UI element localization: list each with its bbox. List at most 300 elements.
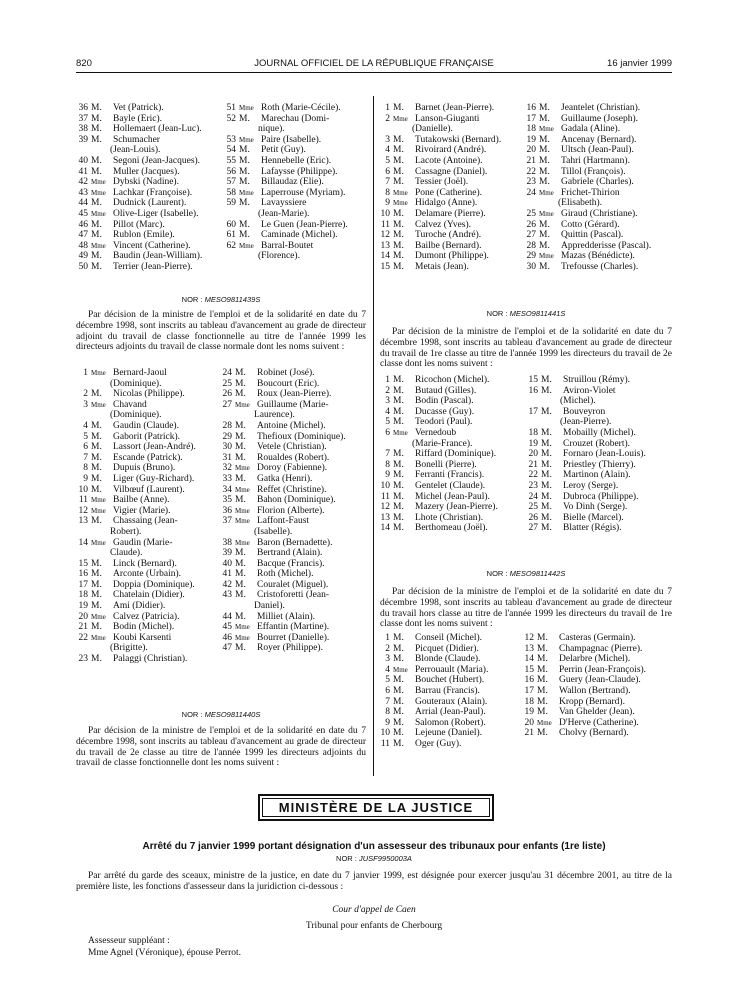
person-name: Petit (Guy). — [261, 145, 306, 156]
person-name: Antoine (Michel). — [257, 420, 326, 431]
list-number: 4 — [385, 664, 390, 675]
list-item — [522, 124, 672, 135]
person-name: Wallon (Bertrand). — [559, 685, 631, 696]
list-number: 5 — [385, 675, 390, 686]
list-number: 9 — [385, 198, 390, 209]
person-name: Mazas (Bénédicte). — [561, 251, 635, 262]
list-number: 5 — [385, 155, 390, 166]
person-name: Guery (Jean-Claude). — [559, 675, 641, 686]
person-name: Delarbre (Michel). — [559, 654, 631, 665]
civility: Mme — [91, 178, 106, 187]
civility: Mme — [91, 369, 106, 377]
list-item — [376, 198, 520, 209]
person-name: Martinon (Alain). — [563, 470, 631, 481]
list-item — [524, 470, 672, 481]
list-number: 12 — [380, 230, 390, 241]
list-number: 49 — [78, 251, 88, 262]
civility: Mme — [539, 252, 554, 261]
list-item — [218, 643, 368, 654]
person-name: Cotto (Gérard). — [561, 219, 620, 230]
person-name: Appredderisse (Pascal). — [561, 240, 652, 251]
list-item — [218, 474, 368, 485]
journal-title: JOURNAL OFFICIEL DE LA RÉPUBLIQUE FRANÇAISE — [254, 58, 494, 69]
civility: Mme — [235, 506, 250, 515]
list-number: 42 — [222, 579, 232, 590]
person-name: Marechau (Domi- — [261, 113, 330, 124]
list-number: 30 — [526, 261, 536, 272]
list-number: 13 — [524, 643, 534, 654]
name-list — [218, 368, 368, 654]
list-number: 7 — [83, 452, 88, 463]
list-item-continuation: Claude). — [110, 548, 143, 559]
person-name: Caminade (Michel). — [261, 230, 338, 241]
civility: Mme — [393, 665, 408, 674]
civility: Mme — [235, 400, 250, 409]
list-number: 3 — [385, 134, 390, 145]
list-number: 20 — [528, 449, 538, 460]
civility: M. — [239, 230, 250, 241]
ministry-heading: MINISTÈRE DE LA JUSTICE — [278, 800, 474, 815]
list-number: 20 — [526, 145, 536, 156]
civility: M. — [393, 685, 404, 696]
list-number: 43 — [222, 590, 232, 601]
list-item — [74, 463, 224, 474]
civility: Mme — [393, 428, 408, 437]
civility: Mme — [393, 114, 408, 123]
name-list — [524, 375, 672, 534]
list-number: 47 — [78, 230, 88, 241]
civility: M. — [235, 558, 246, 569]
civility: M. — [91, 516, 102, 527]
name-list — [520, 633, 672, 739]
issue-date: 16 janvier 1999 — [607, 58, 672, 69]
list-number: 9 — [83, 473, 88, 484]
civility: M. — [393, 240, 404, 251]
list-number: 39 — [78, 134, 88, 145]
list-item — [376, 386, 528, 397]
list-number: 12 — [524, 633, 534, 643]
civility: M. — [235, 389, 246, 400]
list-item — [522, 251, 672, 262]
person-name: Gadala (Aline). — [561, 124, 621, 135]
civility: M. — [541, 470, 552, 481]
list-item — [376, 241, 520, 252]
person-name: Doppia (Dominique). — [113, 579, 195, 590]
person-name: Casteras (Germain). — [559, 633, 636, 643]
person-name: Barrau (Francis). — [415, 685, 480, 696]
person-name: Gaudin (Marie- — [113, 537, 173, 548]
civility: M. — [393, 230, 404, 241]
list-item — [376, 396, 528, 407]
list-number: 3 — [83, 399, 88, 410]
person-name: Bouchet (Hubert). — [415, 675, 485, 686]
person-name: Teodori (Paul). — [415, 417, 473, 428]
list-item — [522, 135, 672, 146]
civility: M. — [393, 696, 404, 707]
civility: M. — [91, 389, 102, 400]
nor-label: NOR : — [486, 569, 508, 578]
civility: Mme — [91, 506, 106, 515]
list-number: 20 — [524, 717, 534, 728]
person-name: Bouveyron — [563, 406, 606, 417]
list-number: 11 — [380, 738, 390, 749]
civility: M. — [393, 459, 404, 470]
list-item — [522, 167, 672, 178]
person-name: Struillou (Rémy). — [563, 375, 631, 385]
list-item — [218, 590, 368, 601]
list-item — [376, 697, 528, 708]
person-name: Tahri (Hartmann). — [561, 155, 630, 166]
name-list — [376, 633, 528, 750]
arrete-title: Arrêté du 7 janvier 1999 portant désignation d'un assesseur des tribunaux pour enfants (1re liste) — [142, 841, 606, 852]
person-name: Roth (Michel). — [257, 569, 314, 580]
person-name: Rivoirard (André). — [415, 145, 487, 156]
list-item — [74, 432, 224, 443]
list-item — [74, 485, 224, 496]
person-name: Billaudaz (Elie). — [261, 177, 324, 188]
list-number: 2 — [385, 385, 390, 396]
list-number: 60 — [226, 219, 236, 230]
list-number: 21 — [78, 622, 88, 633]
civility: M. — [537, 633, 548, 643]
person-name: Hennebelle (Eric). — [261, 155, 332, 166]
name-list — [222, 103, 368, 262]
list-item — [376, 502, 528, 513]
civility: M. — [239, 166, 250, 177]
list-item — [524, 523, 672, 534]
nor-code: MESO9811440S — [204, 710, 261, 719]
person-name: Bourret (Danielle). — [257, 632, 330, 643]
person-name: Gaborit (Patrick). — [113, 431, 181, 442]
person-name: Lanson-Giuganti — [415, 113, 480, 124]
civility: M. — [539, 219, 550, 230]
list-number: 48 — [78, 240, 88, 251]
list-item — [524, 407, 672, 418]
list-item-continuation: (Jean-Louis). — [110, 145, 161, 156]
list-item — [74, 389, 224, 400]
list-item — [376, 739, 528, 750]
decision-paragraph — [76, 310, 366, 353]
civility: M. — [393, 491, 404, 502]
list-number: 14 — [380, 523, 390, 534]
person-name: Jeantelet (Christian). — [561, 103, 641, 113]
person-name: Cassagne (Daniel). — [415, 166, 488, 177]
list-item — [376, 492, 528, 503]
list-number: 33 — [222, 473, 232, 484]
list-number: 1 — [83, 368, 88, 378]
civility: M. — [393, 155, 404, 166]
list-item — [218, 485, 368, 496]
list-number: 4 — [385, 145, 390, 156]
list-number: 44 — [78, 198, 88, 209]
list-item — [376, 375, 528, 386]
person-name: Linck (Bernard). — [113, 558, 177, 569]
list-number: 3 — [385, 396, 390, 407]
person-name: D'Herve (Catherine). — [559, 717, 639, 728]
list-item — [222, 230, 368, 241]
list-number: 22 — [78, 632, 88, 643]
civility: M. — [393, 208, 404, 219]
list-item — [74, 114, 224, 125]
list-number: 23 — [78, 654, 88, 665]
civility: M. — [91, 452, 102, 463]
civility: M. — [91, 261, 102, 272]
list-number: 46 — [222, 632, 232, 643]
person-name: Lavayssiere — [261, 198, 307, 209]
person-name: Bahon (Dominique). — [257, 495, 336, 506]
list-item — [376, 718, 528, 729]
person-name: Roux (Jean-Pierre). — [257, 389, 332, 400]
list-item — [522, 188, 672, 199]
list-number: 5 — [385, 417, 390, 428]
civility: M. — [393, 261, 404, 272]
list-number: 17 — [526, 113, 536, 124]
civility: M. — [537, 675, 548, 686]
civility: M. — [393, 654, 404, 665]
person-name: Bailbe (Anne). — [113, 495, 170, 506]
person-name: Giraud (Christiane). — [561, 208, 638, 219]
list-number: 27 — [528, 523, 538, 534]
list-item-continuation: Laurence). — [254, 410, 295, 421]
list-item — [222, 135, 368, 146]
list-item — [218, 569, 368, 580]
list-item-continuation: (Florence). — [258, 251, 300, 262]
list-number: 32 — [222, 463, 232, 474]
list-item — [218, 516, 368, 527]
person-name: Calvez (Yves). — [415, 219, 472, 230]
list-number: 21 — [528, 459, 538, 470]
civility: M. — [393, 134, 404, 145]
list-number: 56 — [226, 166, 236, 177]
civility: Mme — [537, 718, 552, 727]
person-name: Gaudin (Claude). — [113, 420, 179, 431]
person-name: Bernard-Jaoul — [113, 368, 167, 378]
list-item — [74, 569, 224, 580]
list-item-continuation: (Dominique). — [110, 378, 162, 389]
person-name: Lejeune (Daniel). — [415, 728, 482, 739]
list-item — [74, 177, 224, 188]
arrete-paragraph — [76, 871, 672, 893]
civility: M. — [393, 523, 404, 534]
list-number: 7 — [385, 177, 390, 188]
list-number: 45 — [78, 208, 88, 219]
person-name: Bodin (Michel). — [113, 622, 175, 633]
list-number: 14 — [380, 251, 390, 262]
list-number: 37 — [78, 113, 88, 124]
list-item — [222, 167, 368, 178]
list-number: 19 — [524, 707, 534, 718]
person-name: Lafaysse (Philippe). — [261, 166, 338, 177]
civility: M. — [393, 103, 404, 113]
civility: Mme — [239, 135, 254, 144]
civility: M. — [393, 470, 404, 481]
civility: M. — [541, 385, 552, 396]
list-item — [520, 654, 672, 665]
list-number: 23 — [528, 480, 538, 491]
list-item — [74, 580, 224, 591]
list-item — [522, 209, 672, 220]
list-number: 9 — [385, 717, 390, 728]
list-number: 8 — [385, 707, 390, 718]
list-item — [524, 481, 672, 492]
list-item — [520, 644, 672, 655]
header-rule — [76, 72, 672, 73]
person-name: Guillaume (Marie- — [257, 399, 329, 410]
civility: M. — [91, 442, 102, 453]
civility: M. — [393, 406, 404, 417]
person-name: Baudin (Jean-William). — [113, 251, 203, 262]
list-number: 26 — [526, 219, 536, 230]
civility: M. — [539, 166, 550, 177]
list-item — [376, 481, 528, 492]
person-name: Butaud (Gilles). — [415, 385, 477, 396]
list-number: 40 — [222, 558, 232, 569]
list-number: 24 — [222, 368, 232, 378]
person-name: Vet (Patrick). — [113, 103, 164, 113]
list-number: 37 — [222, 516, 232, 527]
list-item — [522, 114, 672, 125]
civility: M. — [91, 103, 102, 113]
list-item — [376, 177, 520, 188]
list-number: 47 — [222, 643, 232, 654]
list-number: 25 — [526, 208, 536, 219]
list-item — [218, 389, 368, 400]
list-item — [376, 135, 520, 146]
person-name: Metais (Jean). — [415, 261, 469, 272]
list-item — [376, 230, 520, 241]
person-name: Vilbœuf (Laurent). — [113, 484, 185, 495]
civility: M. — [393, 717, 404, 728]
civility: M. — [537, 654, 548, 665]
civility: M. — [393, 512, 404, 523]
list-number: 29 — [526, 251, 536, 262]
list-item-continuation: (Marie-France). — [412, 438, 473, 449]
person-name: Blatter (Régis). — [563, 523, 622, 534]
list-item-continuation: (Dominique). — [110, 410, 162, 421]
civility: Mme — [91, 241, 106, 250]
list-item — [524, 428, 672, 439]
list-number: 61 — [226, 230, 236, 241]
list-number: 22 — [526, 166, 536, 177]
person-name: Champagnac (Pierre). — [559, 643, 643, 654]
list-number: 22 — [528, 470, 538, 481]
civility: Mme — [393, 199, 408, 208]
person-name: Dupuis (Bruno). — [113, 463, 176, 474]
decision-text: Par décision de la ministre de l'emploi et de la solidarité en date du 7 décembre 1998, sont inscrits au tableau d'avancement au grade de directeur du travail de 2e classe au titre de l'année 1999 les directeurs adjoints du travail de classe fonctionnelle dont les noms suivent : — [76, 726, 366, 769]
person-name: Escande (Patrick). — [113, 452, 183, 463]
list-item — [376, 156, 520, 167]
civility: M. — [539, 240, 550, 251]
list-number: 19 — [528, 438, 538, 449]
list-item — [218, 432, 368, 443]
list-item — [218, 400, 368, 411]
list-item — [222, 188, 368, 199]
person-name: Vetele (Christian). — [257, 442, 327, 453]
civility: M. — [393, 738, 404, 749]
civility: Mme — [91, 612, 106, 621]
list-item — [218, 612, 368, 623]
list-item — [74, 474, 224, 485]
list-item — [520, 665, 672, 676]
person-name: Dumont (Philippe). — [415, 251, 489, 262]
list-item — [74, 654, 224, 665]
list-number: 45 — [222, 622, 232, 633]
list-number: 17 — [78, 579, 88, 590]
person-name: Ami (Didier). — [113, 601, 166, 612]
list-item — [376, 513, 528, 524]
civility: M. — [91, 219, 102, 230]
civility: M. — [541, 449, 552, 460]
civility: M. — [235, 442, 246, 453]
list-number: 29 — [222, 431, 232, 442]
list-item — [524, 492, 672, 503]
column-divider — [373, 96, 374, 776]
person-name: Lassort (Jean-André). — [113, 442, 196, 453]
person-name: Lacote (Antoine). — [415, 155, 483, 166]
list-item — [376, 675, 528, 686]
civility: M. — [539, 155, 550, 166]
list-number: 19 — [526, 134, 536, 145]
nor-reference — [76, 295, 366, 304]
civility: M. — [393, 375, 404, 385]
person-name: Robinet (José). — [257, 368, 315, 378]
list-item — [74, 559, 224, 570]
list-item — [74, 156, 224, 167]
list-item — [74, 495, 224, 506]
person-name: Laffont-Faust — [257, 516, 310, 527]
person-name: Schumacher — [113, 134, 160, 145]
person-name: Cholvy (Bernard). — [559, 728, 629, 739]
nor-label: NOR : — [181, 295, 203, 304]
civility: M. — [235, 495, 246, 506]
list-item — [222, 145, 368, 156]
list-item — [376, 449, 528, 460]
civility: M. — [235, 643, 246, 654]
person-name: Crouzet (Robert). — [563, 438, 631, 449]
list-number: 39 — [222, 548, 232, 559]
list-number: 4 — [83, 420, 88, 431]
person-name: Roualdes (Robert). — [257, 452, 330, 463]
nor-code: MESO9811442S — [509, 569, 566, 578]
list-item — [218, 622, 368, 633]
list-number: 28 — [222, 420, 232, 431]
civility: M. — [539, 103, 550, 113]
list-item — [522, 262, 672, 273]
list-number: 41 — [78, 166, 88, 177]
civility: M. — [91, 124, 102, 135]
list-item — [74, 506, 224, 517]
list-item — [520, 728, 672, 739]
list-item-continuation: (Isabelle). — [254, 526, 293, 537]
list-item — [520, 697, 672, 708]
civility: M. — [541, 459, 552, 470]
civility: M. — [393, 251, 404, 262]
civility: M. — [235, 611, 246, 622]
list-item — [74, 167, 224, 178]
list-number: 35 — [222, 495, 232, 506]
person-name: Ducasse (Guy). — [415, 406, 475, 417]
list-item — [376, 145, 520, 156]
nor-reference — [380, 569, 672, 578]
list-item — [74, 188, 224, 199]
list-number: 17 — [528, 406, 538, 417]
nor-code: JUSF9950003A — [358, 854, 412, 863]
list-item — [376, 654, 528, 665]
list-number: 12 — [78, 505, 88, 516]
person-name: Dudnick (Laurent). — [113, 198, 187, 209]
list-item — [74, 124, 224, 135]
civility: M. — [91, 473, 102, 484]
